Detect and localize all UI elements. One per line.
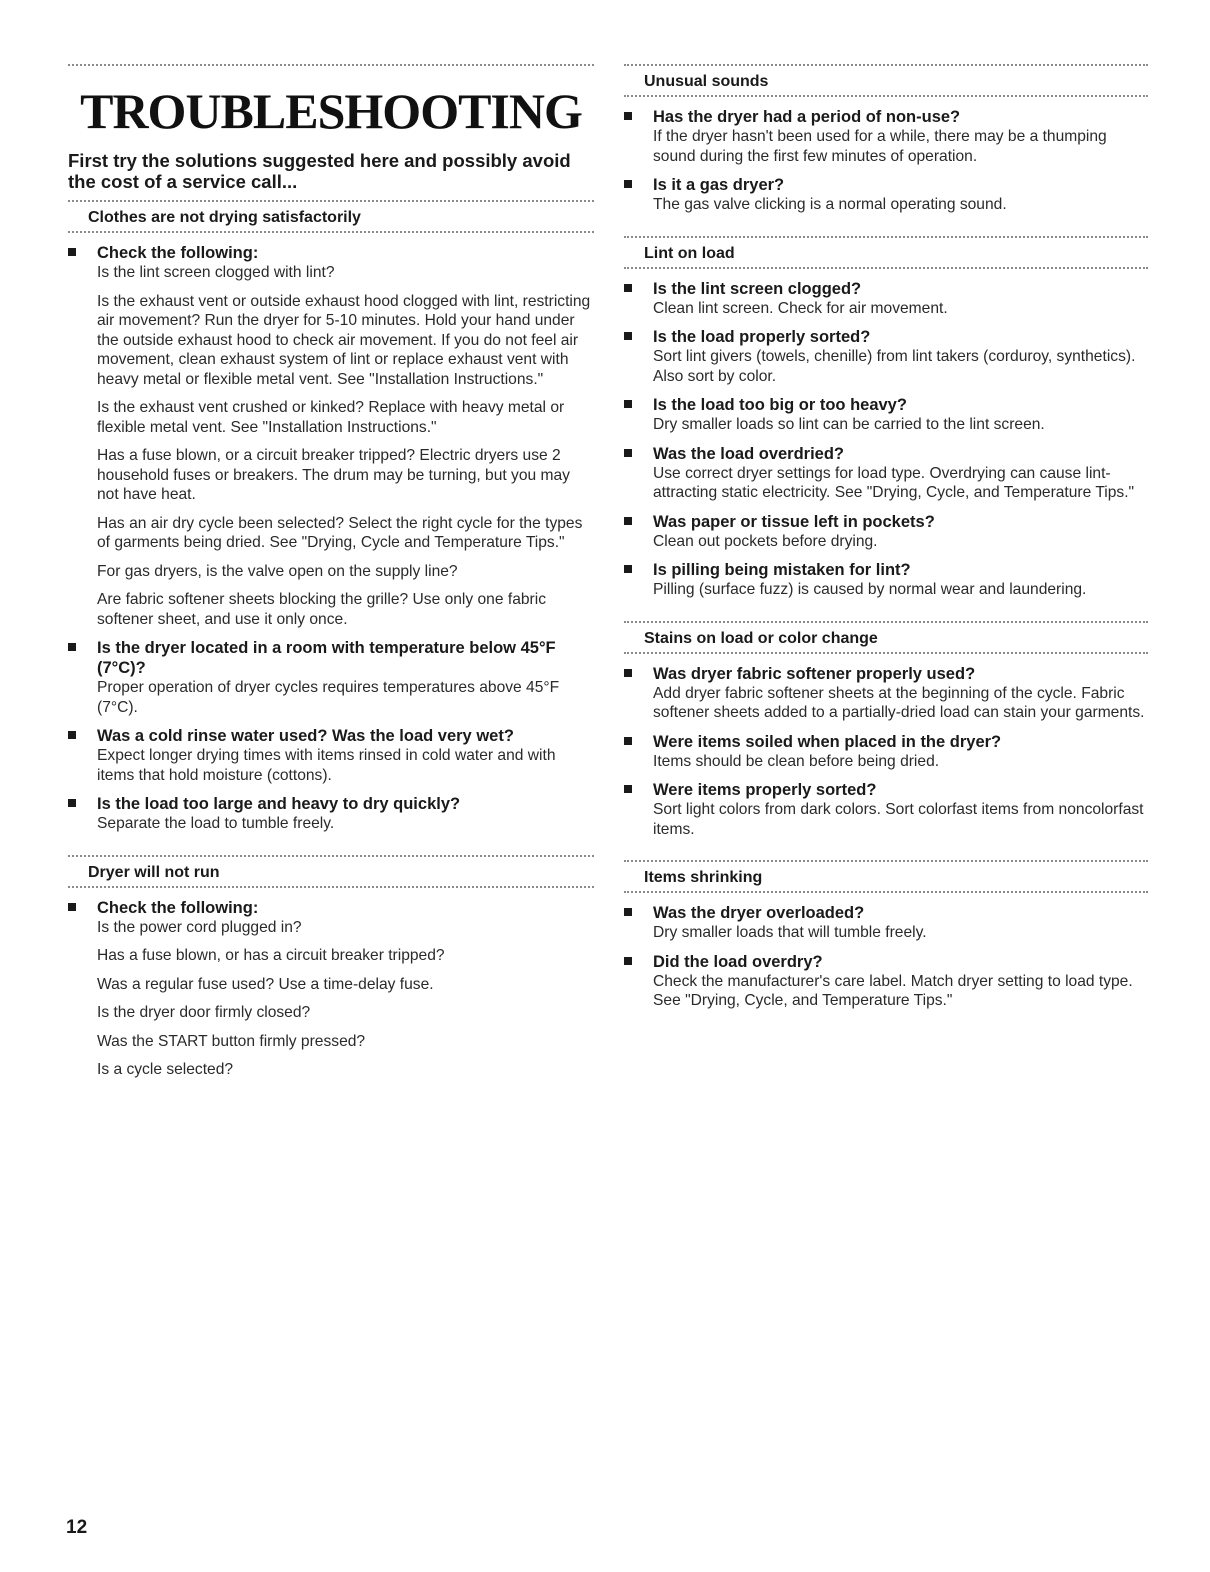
answer-text: Has an air dry cycle been selected? Select the right cycle for the types of garments being dried. See "Drying, Cycle and Temperature Tips." xyxy=(97,514,583,551)
answer-text: Dry smaller loads that will tumble freely. xyxy=(653,924,927,941)
section-spacer xyxy=(624,224,1148,236)
square-bullet-icon xyxy=(68,643,76,651)
list-item xyxy=(624,780,1148,839)
section-spacer xyxy=(68,1089,594,1101)
right-sections xyxy=(624,64,1148,1032)
answer-text: Dry smaller loads so lint can be carried to the lint screen. xyxy=(653,416,1045,433)
answer-text: Check the manufacturer's care label. Match dryer setting to load type. See "Drying, Cycle, and Temperature Tips." xyxy=(653,972,1133,1009)
square-bullet-icon xyxy=(624,957,632,965)
question-text: Is pilling being mistaken for lint? xyxy=(653,561,911,579)
list-item xyxy=(624,327,1148,386)
question-text: Is the lint screen clogged? xyxy=(653,279,862,298)
page-title: TROUBLESHOOTING xyxy=(80,83,582,139)
question-text: Is it a gas dryer? xyxy=(653,176,785,194)
list-item xyxy=(68,726,594,785)
section-heading: Stains on load or color change xyxy=(624,623,1148,654)
answer-text: Is the lint screen clogged with lint? xyxy=(97,264,335,281)
question-text: Was paper or tissue left in pockets? xyxy=(653,512,935,531)
section-spacer xyxy=(68,843,594,855)
question-list xyxy=(624,107,1148,215)
square-bullet-icon xyxy=(624,332,632,340)
square-bullet-icon xyxy=(624,785,632,793)
square-bullet-icon xyxy=(624,737,632,745)
section-heading: Unusual sounds xyxy=(624,66,1148,97)
troubleshooting-section xyxy=(624,236,1148,621)
list-item xyxy=(68,638,594,717)
page-number: 12 xyxy=(66,1517,88,1538)
list-item xyxy=(624,664,1148,723)
question-text: Were items soiled when placed in the dryer? xyxy=(653,732,1002,751)
question-text: Is the load properly sorted? xyxy=(653,328,871,346)
square-bullet-icon xyxy=(624,517,632,525)
answer-text: The gas valve clicking is a normal operating sound. xyxy=(653,196,1007,213)
question-list xyxy=(68,898,594,1080)
answer-text: Was a regular fuse used? Use a time-delay fuse. xyxy=(97,975,434,993)
answer-text: Add dryer fabric softener sheets at the beginning of the cycle. Fabric softener sheets added to a partially-dried load can stain your garments. xyxy=(653,684,1145,721)
answer-text: Separate the load to tumble freely. xyxy=(97,815,335,832)
square-bullet-icon xyxy=(624,284,632,292)
list-item xyxy=(624,395,1148,435)
list-item xyxy=(68,794,594,834)
list-item xyxy=(624,512,1148,552)
answer-text: Is a cycle selected? xyxy=(97,1061,234,1078)
question-text: Is the load too large and heavy to dry quickly? xyxy=(97,795,461,813)
square-bullet-icon xyxy=(68,731,76,739)
top-divider xyxy=(68,64,594,66)
answer-text: Is the exhaust vent crushed or kinked? Replace with heavy metal or flexible metal vent. See "Installation Instructions." xyxy=(97,399,565,436)
square-bullet-icon xyxy=(68,903,76,911)
square-bullet-icon xyxy=(624,908,632,916)
left-column xyxy=(68,64,594,1101)
answer-text: Are fabric softener sheets blocking the grille? Use only one fabric softener sheet, and use it only once. xyxy=(97,591,546,628)
question-text: Is the dryer located in a room with temperature below 45°F (7°C)? xyxy=(97,639,556,677)
question-text: Did the load overdry? xyxy=(653,952,823,971)
answer-text: Clean out pockets before drying. xyxy=(653,532,878,550)
question-list xyxy=(624,903,1148,1011)
section-heading: Clothes are not drying satisfactorily xyxy=(68,202,594,233)
answer-text: Proper operation of dryer cycles requires temperatures above 45°F (7°C). xyxy=(97,679,560,716)
question-text: Was dryer fabric softener properly used? xyxy=(653,664,976,683)
troubleshooting-section xyxy=(68,200,594,855)
list-item xyxy=(624,444,1148,503)
list-item xyxy=(68,243,594,629)
answer-text: Sort lint givers (towels, chenille) from lint takers (corduroy, synthetics). Also sort by color. xyxy=(653,348,1136,385)
answer-text: Was the START button firmly pressed? xyxy=(97,1032,366,1050)
answer-text: Is the exhaust vent or outside exhaust hood clogged with lint, restricting air movement? Run the dryer for 5-10 minutes. Hold your hand under the outside exhaust hood to check air movement. If you do not feel air movement, clean exhaust system of lint or replace exhaust vent with heavy metal or flexible metal vent. See "Installation Instructions." xyxy=(97,292,591,388)
square-bullet-icon xyxy=(624,449,632,457)
intro-text: First try the solutions suggested here and possibly avoid the cost of a service call... xyxy=(68,150,571,192)
troubleshooting-section xyxy=(624,621,1148,861)
question-text: Was a cold rinse water used? Was the load very wet? xyxy=(97,727,514,745)
answer-text: Use correct dryer settings for load type. Overdrying can cause lint-attracting static electricity. See "Drying, Cycle, and Temperature Tips." xyxy=(653,464,1135,501)
question-list xyxy=(624,664,1148,840)
list-item xyxy=(624,952,1148,1011)
answer-text: If the dryer hasn't been used for a while, there may be a thumping sound during the first few minutes of operation. xyxy=(653,128,1107,165)
square-bullet-icon xyxy=(68,248,76,256)
question-text: Has the dryer had a period of non-use? xyxy=(653,108,961,126)
answer-text: Pilling (surface fuzz) is caused by normal wear and laundering. xyxy=(653,581,1087,598)
section-spacer xyxy=(624,848,1148,860)
question-text: Were items properly sorted? xyxy=(653,781,877,799)
list-item xyxy=(624,732,1148,772)
list-item xyxy=(624,107,1148,166)
answer-text: For gas dryers, is the valve open on the supply line? xyxy=(97,562,458,580)
answer-text: Has a fuse blown, or a circuit breaker tripped? Electric dryers use 2 household fuses or breakers. The drum may be turning, but you may not have heat. xyxy=(97,447,570,503)
answer-text: Clean lint screen. Check for air movement. xyxy=(653,299,948,317)
question-list xyxy=(68,243,594,834)
list-item xyxy=(624,279,1148,319)
section-heading: Dryer will not run xyxy=(68,857,594,888)
section-spacer xyxy=(624,1020,1148,1032)
section-heading: Items shrinking xyxy=(624,862,1148,893)
list-item xyxy=(624,560,1148,600)
answer-text: Is the dryer door firmly closed? xyxy=(97,1004,311,1021)
answer-text: Items should be clean before being dried. xyxy=(653,752,940,770)
question-list xyxy=(624,279,1148,600)
square-bullet-icon xyxy=(624,400,632,408)
answer-text: Expect longer drying times with items rinsed in cold water and with items that hold moisture (cottons). xyxy=(97,747,556,784)
list-item xyxy=(624,903,1148,943)
troubleshooting-section xyxy=(624,860,1148,1032)
square-bullet-icon xyxy=(68,799,76,807)
troubleshooting-section xyxy=(624,64,1148,236)
question-text: Was the load overdried? xyxy=(653,444,845,463)
question-text: Is the load too big or too heavy? xyxy=(653,396,907,414)
section-spacer xyxy=(624,609,1148,621)
square-bullet-icon xyxy=(624,669,632,677)
question-text: Was the dryer overloaded? xyxy=(653,904,865,922)
list-item xyxy=(68,898,594,1080)
answer-text: Has a fuse blown, or has a circuit breaker tripped? xyxy=(97,947,445,964)
right-column xyxy=(624,64,1148,1032)
left-sections xyxy=(68,200,594,1101)
answer-text: Sort light colors from dark colors. Sort colorfast items from noncolorfast items. xyxy=(653,801,1144,838)
square-bullet-icon xyxy=(624,180,632,188)
answer-text: Is the power cord plugged in? xyxy=(97,918,302,936)
question-text: Check the following: xyxy=(97,898,259,917)
troubleshooting-section xyxy=(68,855,594,1101)
square-bullet-icon xyxy=(624,112,632,120)
section-heading: Lint on load xyxy=(624,238,1148,269)
question-text: Check the following: xyxy=(97,244,259,262)
list-item xyxy=(624,175,1148,215)
square-bullet-icon xyxy=(624,565,632,573)
